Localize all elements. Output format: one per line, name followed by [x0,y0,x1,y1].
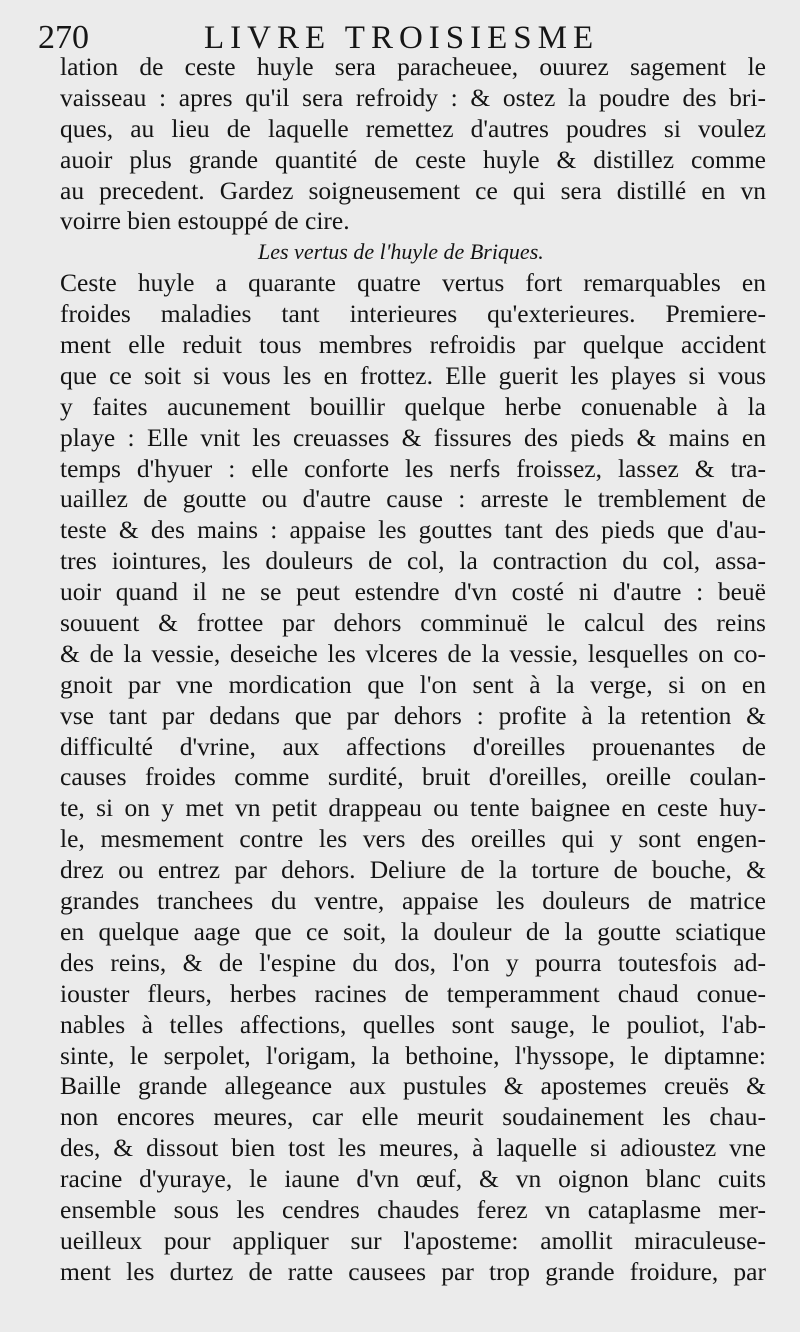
paragraph-virtues [60,268,766,1287]
section-heading: Les vertus de l'huyle de Briques. [258,239,544,265]
text-line: des reins, & de l'espine du dos, l'on y pourra toutesfois ad- [60,947,766,977]
text-line: iouster fleurs, herbes racines de temperamment chaud conue- [60,978,766,1008]
text-line: ensemble sous les cendres chaudes ferez vn cataplasme mer- [60,1194,766,1224]
text-line: racine d'yuraye, le iaune d'vn œuf, & vn oignon blanc cuits [60,1164,766,1194]
text-line: te, si on y met vn petit drappeau ou tente baignee en ceste huy- [60,793,766,823]
text-line: uaillez de goutte ou d'autre cause : arreste le tremblement de [60,484,766,514]
text-line: uoir quand il ne se peut estendre d'vn costé ni d'autre : beuë [60,577,766,607]
text-line: ueilleux pour appliquer sur l'aposteme: amollit miraculeuse- [60,1225,766,1255]
text-line: que ce soit si vous les en frottez. Elle guerit les playes si vous [60,360,766,390]
text-body [60,52,766,1288]
text-line: drez ou entrez par dehors. Deliure de la torture de bouche, & [60,855,766,885]
text-line: difficulté d'vrine, aux affections d'oreilles prouenantes de [60,731,766,761]
text-line: ment elle reduit tous membres refroidis par quelque accident [60,330,766,360]
text-line: vse tant par dedans que par dehors : profite à la retention & [60,700,766,730]
text-line: lation de ceste huyle sera paracheuee, ouurez sagement le [60,52,766,81]
text-line: sinte, le serpolet, l'origam, la bethoine, l'hyssope, le diptamne: [60,1040,766,1070]
text-line: Baille grande allegeance aux pustules & apostemes creuës & [60,1071,766,1101]
text-line: Ceste huyle a quarante quatre vertus fort remarquables en [60,268,766,298]
text-line: non encores meures, car elle meurit soudainement les chau- [60,1102,766,1132]
text-line: nables à telles affections, quelles sont sauge, le pouliot, l'ab- [60,1009,766,1039]
text-line: au precedent. Gardez soigneusement ce qui sera distillé en vn [60,175,766,205]
text-line: causes froides comme surdité, bruit d'oreilles, oreille coulan- [60,762,766,792]
running-title: LIVRE TROISIESME [204,20,600,56]
text-line: vaisseau : apres qu'il sera refroidy : & ostez la poudre des bri- [60,82,766,112]
text-line: voirre bien estouppé de cire. [60,206,350,236]
text-line: auoir plus grande quantité de ceste huyle & distillez comme [60,144,766,174]
text-line: y faites aucunement bouillir quelque herbe conuenable à la [60,391,766,421]
text-line: le, mesmement contre les vers des oreilles qui y sont engen- [60,824,766,854]
text-line: souuent & frottee par dehors comminuë le calcul des reins [60,608,766,638]
text-line: tres iointures, les douleurs de col, la contraction du col, assa- [60,546,766,576]
text-line: playe : Elle vnit les creuasses & fissures des pieds & mains en [60,422,766,452]
text-line: ques, au lieu de laquelle remettez d'autres poudres si voulez [60,113,766,143]
text-line: en quelque aage que ce soit, la douleur de la goutte sciatique [60,916,766,946]
text-line: gnoit par vne mordication que l'on sent à la verge, si on en [60,669,766,699]
text-line: froides maladies tant interieures qu'exterieures. Premiere- [60,299,766,329]
page-number: 270 [38,19,89,56]
text-line: temps d'hyuer : elle conforte les nerfs froissez, lassez & tra- [60,453,766,483]
text-line: ment les durtez de ratte causees par trop grande froidure, par [60,1256,766,1286]
text-line: grandes tranchees du ventre, appaise les douleurs de matrice [60,886,766,916]
text-line: teste & des mains : appaise les gouttes tant des pieds que d'au- [60,515,766,545]
paragraph-recipe-end [60,52,766,237]
text-line: & de la vessie, deseiche les vlceres de la vessie, lesquelles on co- [60,638,766,668]
text-line: des, & dissout bien tost les meures, à laquelle si adioustez vne [60,1133,766,1163]
